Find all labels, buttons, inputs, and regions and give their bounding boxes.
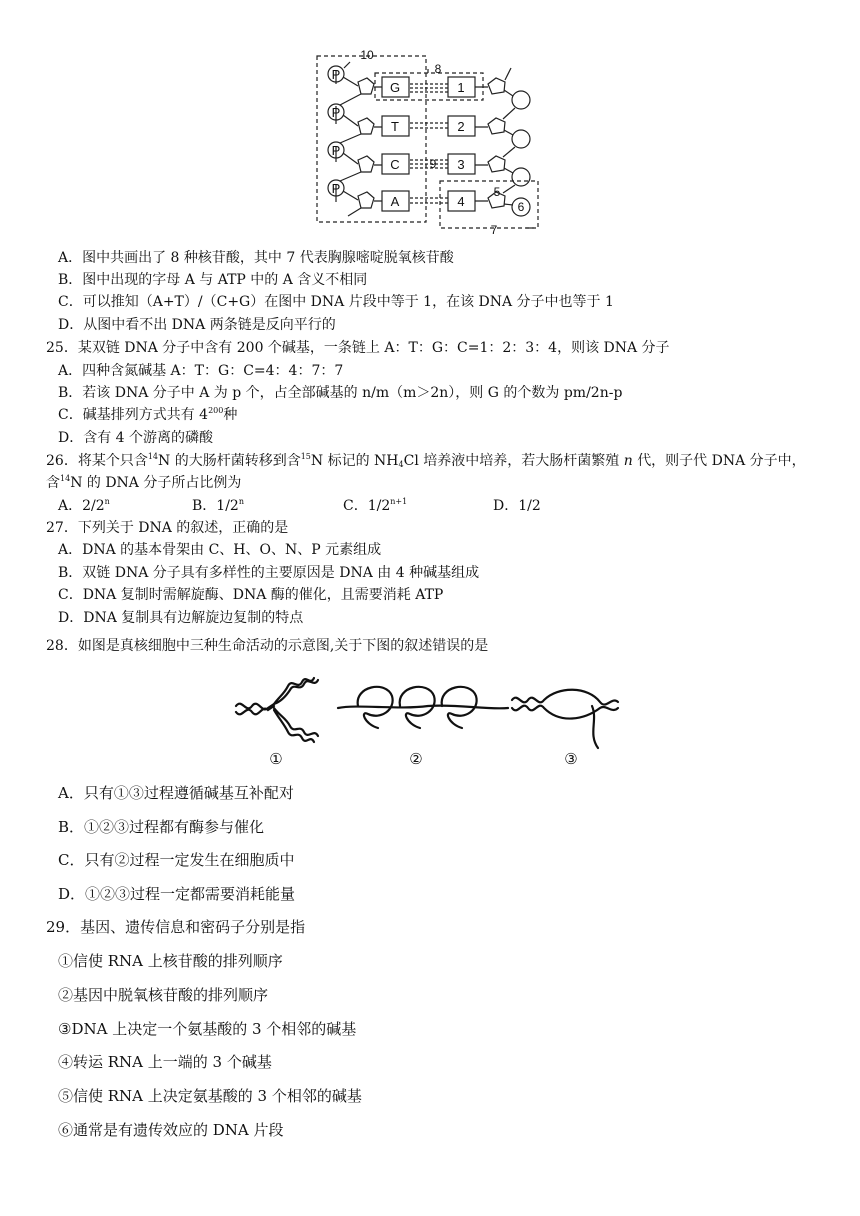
q26-variable-n: n	[623, 453, 633, 469]
q26-text: 代，则子代 DNA 分子中，	[637, 453, 806, 469]
q26-option-a-exp: n	[104, 497, 110, 506]
q28-option-d: D．①②③过程一定都需要消耗能量	[58, 885, 296, 903]
mrna-strand	[338, 706, 508, 709]
q29-item-6: ⑥通常是有遗传效应的 DNA 片段	[58, 1121, 284, 1139]
q26-text: 26．将某个只含	[46, 453, 148, 469]
q29-item-5: ⑤信使 RNA 上决定氨基酸的 3 个相邻的碱基	[58, 1087, 362, 1105]
label-9: 9	[429, 157, 437, 171]
q26-option-a-text: A．2/2	[58, 498, 105, 514]
transcription-dna	[512, 690, 618, 705]
q26-option-a	[58, 497, 110, 515]
phosphate-label: P	[331, 143, 341, 158]
q26-isotope-14: 14	[147, 452, 159, 461]
transcription-dna	[512, 706, 618, 719]
label-5: 5	[493, 185, 501, 199]
q29-item-1: ①信使 RNA 上核苷酸的排列顺序	[58, 952, 283, 970]
base-left-t: T	[391, 119, 399, 134]
q28-stem: 28．如图是真核细胞中三种生命活动的示意图,关于下图的叙述错误的是	[46, 638, 489, 654]
q25-option-c-exponent: 200	[208, 406, 224, 415]
phosphate-label: P	[331, 105, 341, 120]
q26-option-b-exp: n	[238, 497, 244, 506]
q24-option-b: B．图中出现的字母 A 与 ATP 中的 A 含义不相同	[58, 272, 368, 288]
q25-option-a: A．四种含氮碱基 A：T：G：C=4：4：7：7	[58, 363, 344, 379]
q28-option-b: B．①②③过程都有酶参与催化	[58, 818, 265, 836]
q29-item-2: ②基因中脱氧核苷酸的排列顺序	[58, 986, 269, 1004]
q25-option-b: B．若该 DNA 分子中 A 为 p 个，占全部碱基的 n/m（m＞2n），则 G 的个数为 pm/2n-p	[58, 385, 623, 401]
q26-stem-line2	[46, 474, 241, 492]
q26-text: N 标记的 NH	[310, 453, 399, 469]
figure-label-3: ③	[564, 751, 578, 768]
q26-text: 含	[46, 475, 60, 491]
base-right-2: 2	[457, 119, 465, 134]
q27-option-c: C．DNA 复制时需解旋酶、DNA 酶的催化，且需要消耗 ATP	[58, 587, 444, 603]
q26-subscript: 4	[398, 460, 404, 469]
q27-option-d: D．DNA 复制具有边解旋边复制的特点	[58, 610, 304, 626]
q26-option-b-text: B．1/2	[192, 498, 239, 514]
q29-item-4: ④转运 RNA 上一端的 3 个碱基	[58, 1053, 272, 1071]
label-7: 7	[490, 223, 498, 236]
q28-option-c: C．只有②过程一定发生在细胞质中	[58, 851, 295, 869]
figure-label-2: ②	[409, 751, 423, 768]
q25-option-c	[58, 406, 237, 424]
q25-stem: 25．某双链 DNA 分子中含有 200 个碱基，一条链上 A：T：G：C=1：2：3：4，则该 DNA 分子	[46, 340, 670, 356]
q24-option-d: D．从图中看不出 DNA 两条链是反向平行的	[58, 317, 336, 333]
base-left-c: C	[390, 157, 400, 172]
phosphate-label: P	[331, 67, 341, 82]
q29-item-3: ③DNA 上决定一个氨基酸的 3 个相邻的碱基	[58, 1020, 357, 1038]
base-left-a: A	[390, 194, 400, 209]
q26-option-c-exp: n+1	[390, 497, 408, 506]
q25-option-d: D．含有 4 个游离的磷酸	[58, 430, 214, 446]
dna-structure-diagram	[310, 44, 570, 236]
q26-isotope-14: 14	[60, 474, 71, 483]
label-10: 10	[360, 48, 374, 62]
q26-text: Cl 培养液中培养，若大肠杆菌繁殖	[403, 453, 620, 469]
q25-option-c-text: C．碱基排列方式共有 4	[58, 407, 209, 423]
q26-text: N 的 DNA 分子所占比例为	[70, 475, 242, 491]
life-activity-figure	[228, 668, 628, 768]
label-6: 6	[517, 200, 525, 214]
q26-stem-line1	[46, 452, 806, 470]
q24-option-a: A．图中共画出了 8 种核苷酸，其中 7 代表胸腺嘧啶脱氧核苷酸	[58, 250, 454, 266]
q26-option-c-text: C．1/2	[343, 498, 391, 514]
replication-branch-upper	[274, 678, 318, 704]
base-left-g: G	[389, 80, 401, 95]
q27-option-b: B．双链 DNA 分子具有多样性的主要原因是 DNA 由 4 种碱基组成	[58, 565, 480, 581]
q27-stem: 27．下列关于 DNA 的叙述，正确的是	[46, 520, 289, 536]
q29-stem: 29．基因、遗传信息和密码子分别是指	[46, 918, 306, 936]
base-right-1: 1	[457, 80, 465, 95]
q25-option-c-unit: 种	[223, 407, 238, 423]
q26-option-d: D．1/2	[493, 498, 541, 514]
base-right-4: 4	[457, 194, 465, 209]
phosphate-label: P	[331, 181, 341, 196]
q27-option-a: A．DNA 的基本骨架由 C、H、O、N、P 元素组成	[58, 542, 382, 558]
q26-text: N 的大肠杆菌转移到含	[158, 453, 301, 469]
q26-option-b	[192, 497, 244, 515]
q28-option-a: A．只有①③过程遵循碱基互补配对	[58, 784, 294, 802]
replication-branch-lower	[274, 708, 318, 742]
label-8: 8	[434, 62, 442, 76]
figure-label-1: ①	[269, 751, 283, 768]
q24-option-c: C．可以推知（A+T）/（C+G）在图中 DNA 片段中等于 1，在该 DNA 分子中也等于 1	[58, 294, 614, 310]
base-right-3: 3	[457, 157, 465, 172]
q26-option-c	[343, 497, 407, 515]
q26-isotope-15: 15	[300, 452, 311, 461]
